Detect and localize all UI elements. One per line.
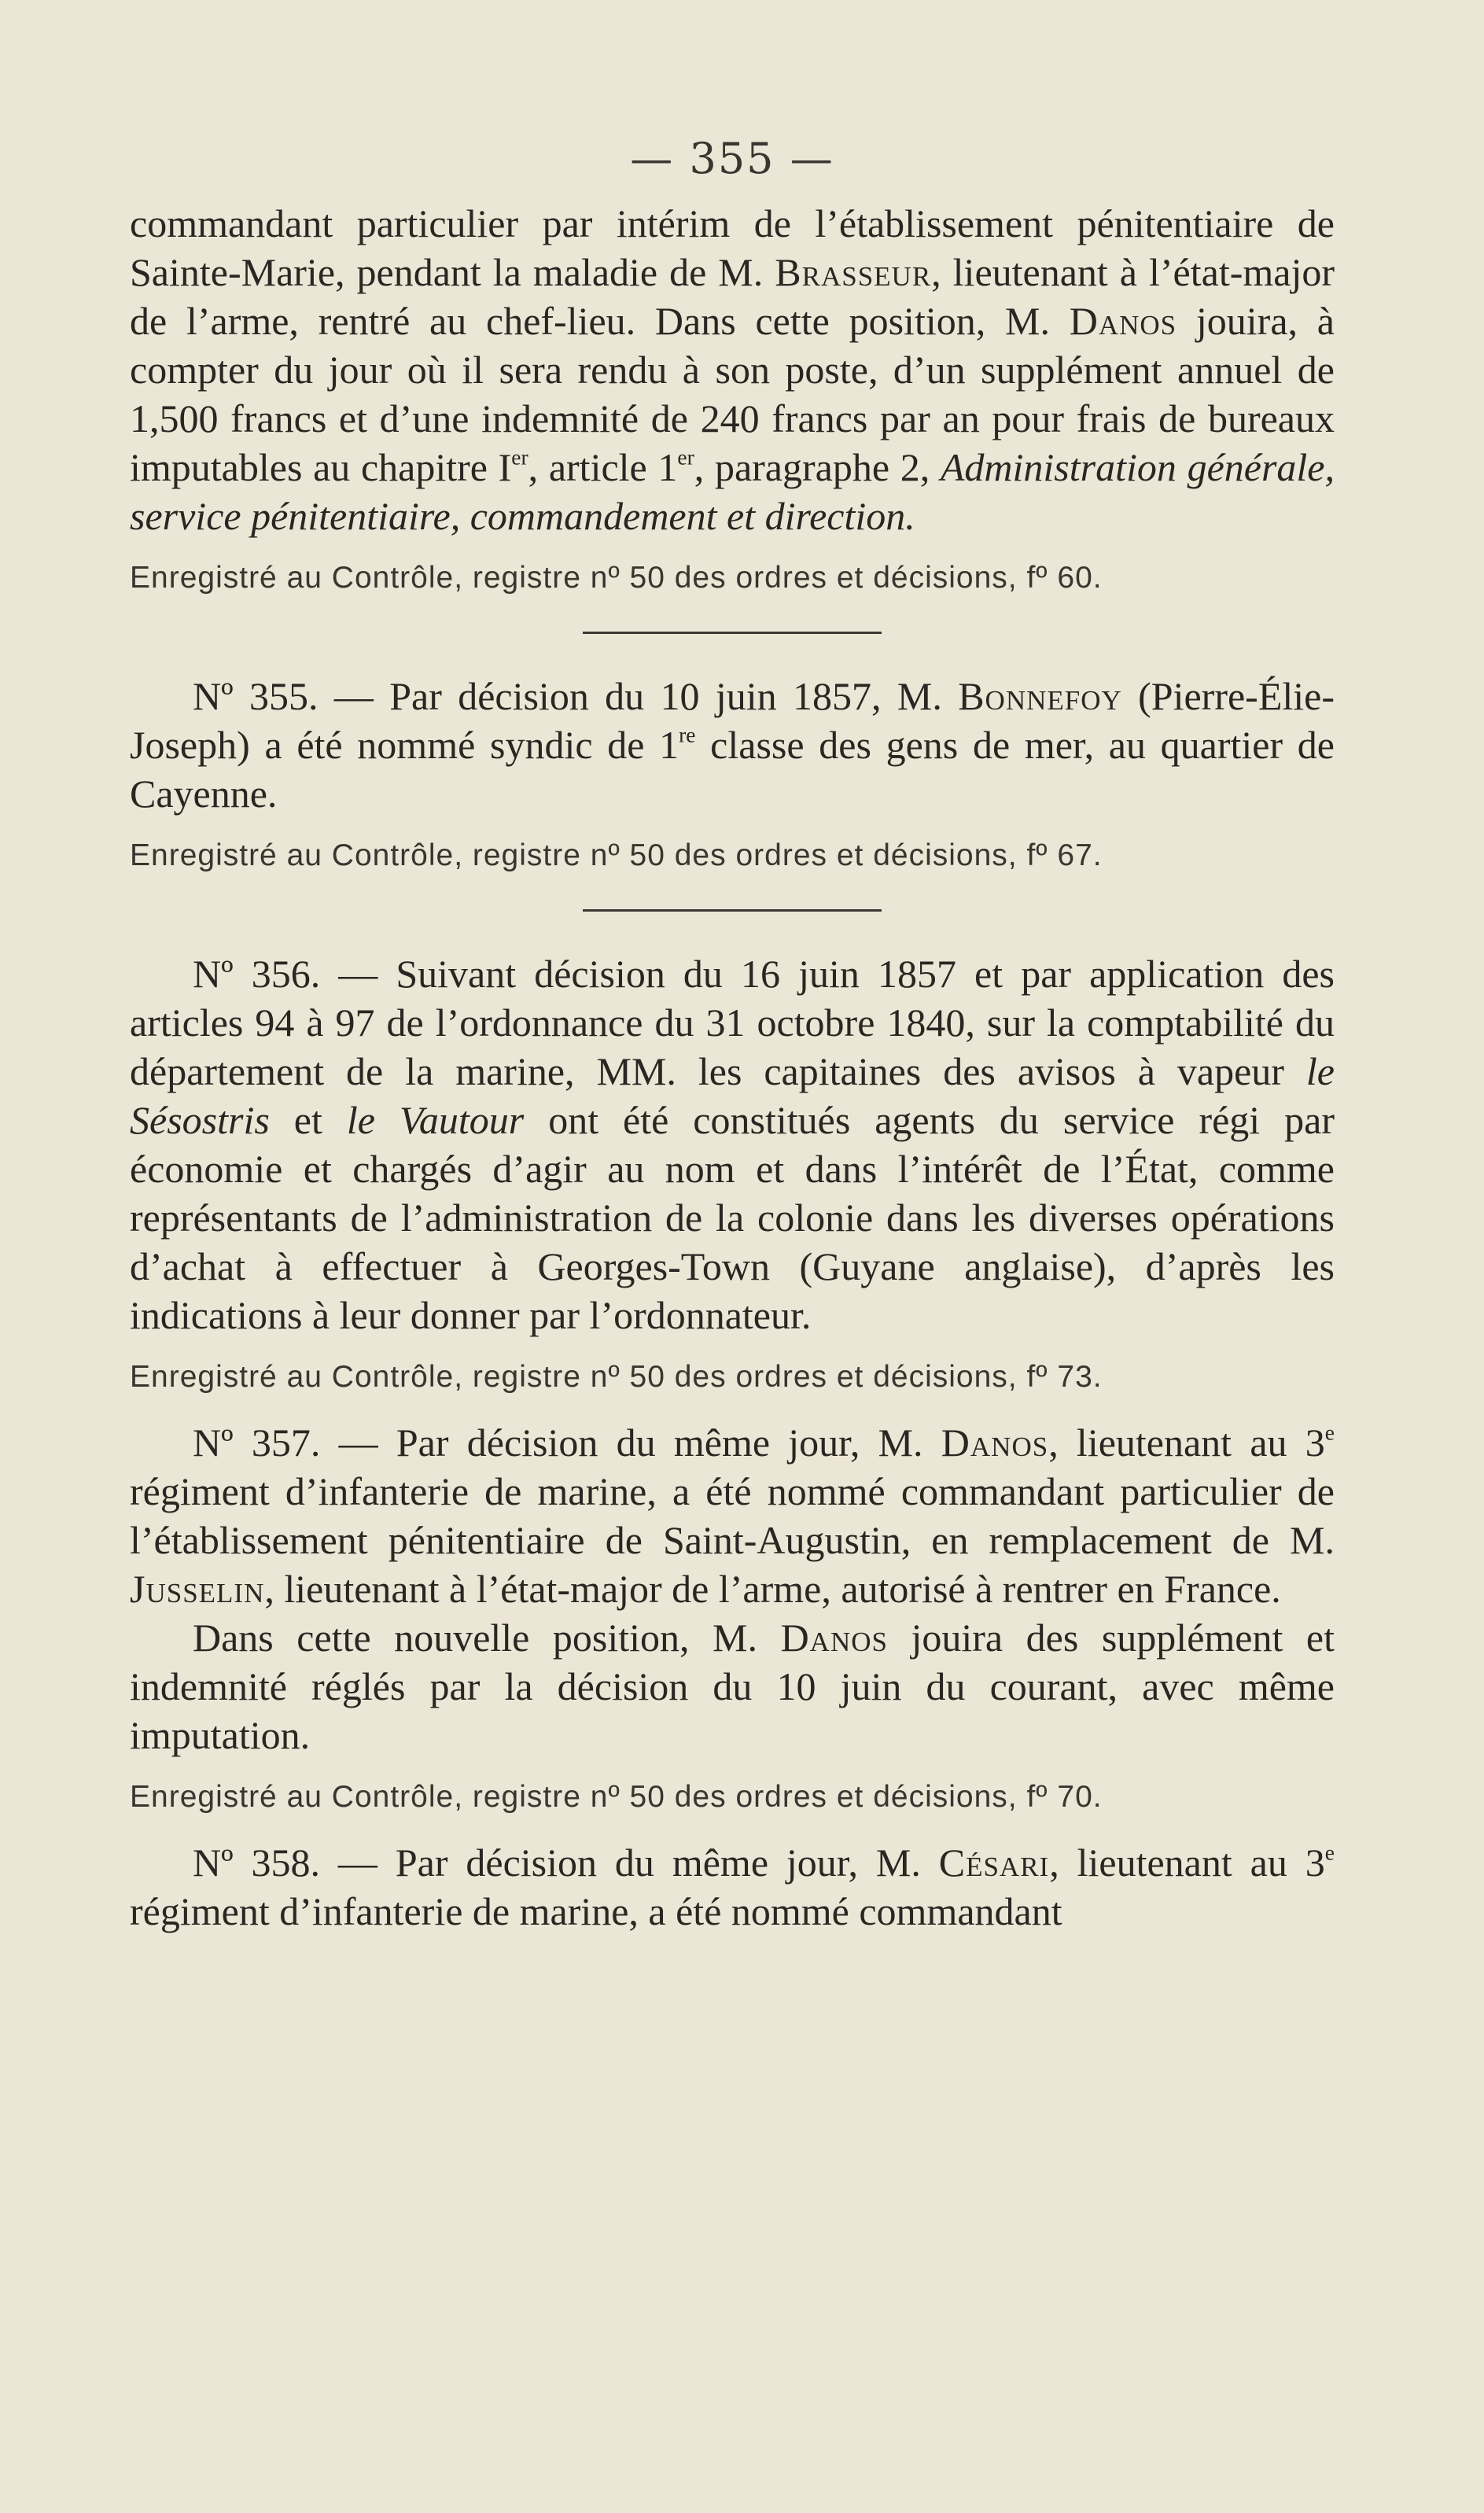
intro-text-1: commandant particulier par intérim de l’établissement pénitentiaire de Sainte-Marie, pendant la maladie de M. (130, 201, 1335, 294)
entry-356-number: Nº 356. — (193, 952, 396, 996)
page-number: — 355 — (630, 134, 834, 183)
entry-357-p2-text-2: jouira des supplément et indemnité réglés par la décision du 10 juin du courant, avec même imputation. (130, 1616, 1335, 1757)
section-divider (583, 909, 882, 912)
entry-356-text-2: et (269, 1098, 347, 1142)
spacer (130, 1818, 1335, 1838)
entry-356-ship-vautour: le Vautour (346, 1098, 525, 1142)
entry-358-sup: e (1324, 1840, 1335, 1865)
intro-text-3: jouira, à compter du jour où il sera rendu à son poste, d’un supplément annuel de 1,500 francs et d’une indemnité de 240 francs par an pour frais de bureaux imputables au chapitre I (130, 299, 1335, 489)
entry-357-registration-note: Enregistré au Contrôle, registre nº 50 des ordres et décisions, fº 70. (130, 1780, 1103, 1814)
entry-357-sup: e (1324, 1420, 1335, 1445)
entry-357-name-danos: Danos (941, 1420, 1049, 1465)
entry-355-name-bonnefoy: Bonnefoy (958, 674, 1122, 718)
intro-sup-2: er (677, 444, 694, 470)
entry-357-p2-text-1: Dans cette nouvelle position, M. (193, 1616, 781, 1660)
entry-356-registration-note: Enregistré au Contrôle, registre nº 50 des ordres et décisions, fº 73. (130, 1360, 1103, 1394)
entry-358-text-3: régiment d’infanterie de marine, a été nommé commandant (130, 1889, 1062, 1933)
entry-357-text-1: Par décision du même jour, M. (396, 1420, 941, 1465)
section-divider (583, 632, 882, 634)
entry-355 (130, 672, 1335, 818)
entry-358-number: Nº 358. — (193, 1841, 396, 1885)
intro-text-4: , article 1 (528, 445, 678, 489)
intro-paragraph (130, 199, 1335, 540)
intro-sup-1: er (511, 444, 528, 470)
entry-358-name-cesari: Césari (938, 1841, 1050, 1885)
entry-355-text-2: (Pierre-Élie-Joseph) a été nommé syndic de 1 (130, 674, 1335, 767)
entry-357-number: Nº 357. — (193, 1420, 396, 1465)
entry-355-number: Nº 355. — (193, 674, 390, 718)
entry-357-text-2: , lieutenant au 3 (1048, 1420, 1325, 1465)
entry-358-text-1: Par décision du même jour, M. (395, 1841, 939, 1885)
entry-356-ship-sesostris: le Sésostris (130, 1049, 1335, 1142)
intro-name-danos: Danos (1069, 299, 1177, 343)
entry-357-name-jusselin: Jusselin (130, 1567, 265, 1611)
entry-355-registration-note: Enregistré au Contrôle, registre nº 50 des ordres et décisions, fº 67. (130, 838, 1103, 872)
entry-357-text-3: régiment d’infanterie de marine, a été nommé commandant particulier de l’établissement pénitentiaire de Saint-Augustin, en remplacement de M. (130, 1469, 1335, 1562)
entry-358-text-2: , lieutenant au 3 (1049, 1841, 1325, 1885)
entry-355-text-1: Par décision du 10 juin 1857, M. (389, 674, 959, 718)
intro-text-2: , lieutenant à l’état-major de l’arme, rentré au chef-lieu. Dans cette position, M. (130, 250, 1335, 343)
entry-357 (130, 1418, 1335, 1613)
entry-358 (130, 1838, 1335, 1936)
entry-356-text-1: Suivant décision du 16 juin 1857 et par application des articles 94 à 97 de l’ordonnance du 31 octobre 1840, sur la comptabilité du département de la marine, MM. les capitaines des avisos à vapeur (130, 952, 1335, 1093)
entry-357-paragraph-2 (130, 1613, 1335, 1759)
entry-355-sup: re (679, 722, 696, 747)
entry-357-p2-name-danos: Danos (780, 1616, 888, 1660)
entry-356 (130, 949, 1335, 1339)
intro-text-5: , paragraphe 2, (694, 445, 941, 489)
spacer (130, 1398, 1335, 1418)
entry-356-text-3: ont été constitués agents du service régi par économie et chargés d’agir au nom et dans l’intérêt de l’État, comme représentants de l’administration de la colonie dans les diverses opérations d’achat à effectuer à Georges-Town (Guyane anglaise), d’après les indications à leur donner par l’ordonnateur. (130, 1098, 1335, 1337)
entry-357-text-4: , lieutenant à l’état-major de l’arme, autorisé à rentrer en France. (264, 1567, 1281, 1611)
intro-registration-note: Enregistré au Contrôle, registre nº 50 des ordres et décisions, fº 60. (130, 561, 1103, 595)
entry-355-text-3: classe des gens de mer, au quartier de Cayenne. (130, 723, 1335, 816)
intro-italic-imputation: Administration générale, service pénitentiaire, commandement et direction. (130, 445, 1335, 538)
intro-name-brasseur: Brasseur (775, 250, 932, 294)
